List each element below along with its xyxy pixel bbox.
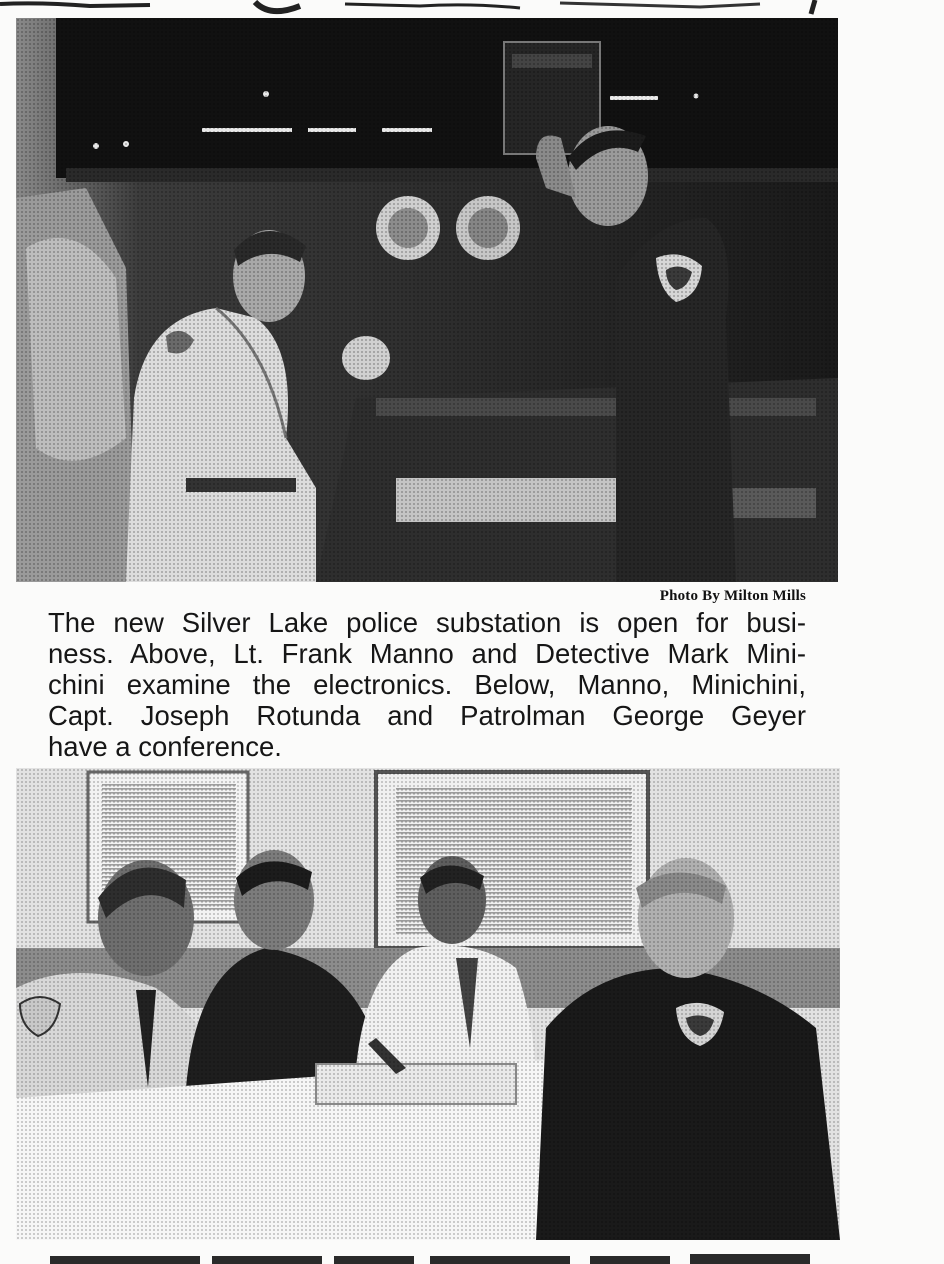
photo-bottom-illustration: [16, 768, 840, 1240]
caption-line: chini examine the electronics. Below, Manno, Minichini,: [48, 669, 806, 700]
cut-headline-fragment: [0, 0, 944, 18]
cut-text-fragment: [0, 1246, 944, 1264]
photo-caption: [48, 607, 806, 762]
photo-credit: Photo By Milton Mills: [659, 588, 806, 604]
photo-substation-electronics: [16, 18, 838, 582]
caption-line: Capt. Joseph Rotunda and Patrolman George Geyer: [48, 700, 806, 731]
caption-line: ness. Above, Lt. Frank Manno and Detective Mark Mini-: [48, 638, 806, 669]
caption-line: have a conference.: [48, 731, 282, 762]
photo-top-illustration: [16, 18, 838, 582]
photo-officers-conference: [16, 768, 840, 1240]
caption-line: The new Silver Lake police substation is open for busi-: [48, 607, 806, 638]
